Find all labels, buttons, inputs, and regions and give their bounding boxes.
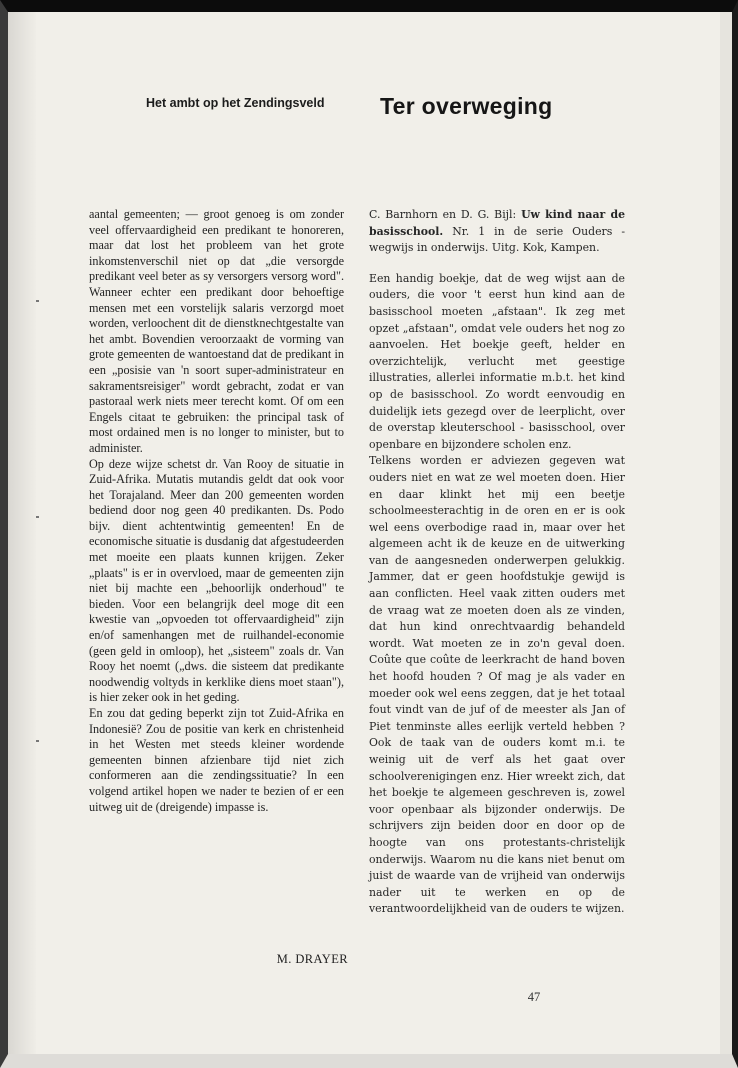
sheet-edge [720, 12, 732, 1054]
paragraph: Een handig boekje, dat de weg wijst aan de ouders, die voor 't eerst hun kind aan de basisschool moeten „afstaan". Ik zeg met opzet „afstaan", omdat vele ouders het nog zo aanvoelen. Het boekje geeft, helder en overzichtelijk, verlucht met geestige illustraties, allerlei informatie m.b.t. het kind op de basisschool. Zo wordt eenvoudig en duidelijk iets gezegd over de leerplicht, over de overstap kleuterschool - basisschool, over openbare en bijzondere scholen enz. [369, 271, 625, 451]
book-publisher: Uitg. Kok, Kampen. [491, 241, 600, 255]
column-title: Ter overweging [380, 93, 553, 119]
book-spine [8, 12, 36, 1054]
margin-mark [36, 740, 39, 742]
paragraph: En zou dat geding beperkt zijn tot Zuid-Afrika en Indonesië? Zou de positie van kerk en christenheid in het Westen met steeds kleiner wordende gemeenten binnen afzienbare tijd niet zich conformeren aan die zendingssituatie? In een volgend artikel hopen we nader te bezien of er een uitweg uit de (dreigende) impasse is. [89, 706, 344, 814]
paragraph: Op deze wijze schetst dr. Van Rooy de situatie in Zuid-Afrika. Mutatis mutandis geldt dat ook voor het Torajaland. Meer dan 200 gemeenten worden bediend door nog geen 40 predikanten. Ds. Podo bijv. dient achtentwintig gemeenten! En de economische situatie is dusdanig dat afgestudeerden met moeite een plaats kunnen krijgen. Zeker „plaats" is er in overvloed, maar de gemeenten zijn niet bij machte een „behoorlijk onderhoud" te bieden. Voor een belangrijk deel moge dit een kwestie van „opvoeden tot offervaardigheid" zijn en/of samenhangen met de ruilhandel-economie (geen geld in omloop), het „sisteem" zoals dr. Van Rooy het noemt („dws. die sisteem dat predikante noodwendig voltyds in kerklike diens moet staan"), is hier zeker ook in het geding. [89, 456, 344, 705]
section-title: Het ambt op het Zendingsveld [146, 96, 325, 110]
margin-mark [36, 300, 39, 302]
book-title: Uw kind naar de basisschool. [369, 208, 625, 238]
right-column [369, 207, 625, 918]
page-number: 47 [527, 990, 541, 1004]
book-series: Nr. 1 in de serie Ouders - wegwijs in onderwijs. [369, 224, 625, 255]
book-authors: C. Barnhorn en D. G. Bijl: [369, 208, 517, 221]
book-citation [369, 207, 625, 257]
author-signature: M. DRAYER [276, 952, 348, 966]
paragraph: Telkens worden er adviezen gegeven wat ouders niet en wat ze wel moeten doen. Hier en daar klinkt het mij een beetje schoolmeesterachtig in de oren en er is ook wel eens overbodige raad in, maar over het algemeen acht ik de keuze en de uitwerking van de aangesneden onderwerpen gelukkig. Jammer, dat er geen hoofdstukje gewijd is aan conflicten. Heel vaak zitten ouders met de vraag wat ze moeten doen als ze vinden, dat hun kind onrechtvaardig behandeld wordt. Wat moeten ze in zo'n geval doen. Coûte que coûte de leerkracht de hand boven het hoofd houden ? Of mag je als vader en moeder ook wel eens zeggen, dat je het totaal fout vindt van de juf of de meester als Jan of Piet tenminste alles eerlijk verteld hebben ? Ook de taak van de ouders komt m.i. te weinig uit de verf als het gaat over schoolverenigingen enz. Hier wreekt zich, dat het boekje te algemeen geschreven is, zowel voor openbaar als bijzonder onderwijs. De schrijvers zijn beiden door en door op de hoogte van ons protestants-christelijk onderwijs. Waarom nu die kans niet benut om juist de waarde van de vrijheid van onderwijs nader uit te werken en op de verantwoordelijkheid van de ouders te wijzen. [369, 454, 625, 916]
margin-mark [36, 516, 39, 518]
paragraph: aantal gemeenten; — groot genoeg is om zonder veel offervaardigheid een predikant te honoreren, maar dat lost het probleem van het grote inkomstenverschil niet op dat „die versorgde predikant veel beter as sy versorgers versorg word". Wanneer echter een predikant door behoeftige mensen met een vorstelijk salaris verzorgd moet worden, verloochent dit de dienstknechtgestalte van het ambt. Bovendien veroorzaakt de vorming van grote gemeenten de wantoestand dat de predikant in een „posisie van 'n soort super-administrateur en sakramentsreisiger" wordt gebracht, zodat er van pastoraal werk niets meer terecht komt. Of om een Engels citaat te gebruiken: the principal task of most ordained men is no longer to minister, but to administer. [89, 207, 344, 455]
left-column [89, 207, 344, 815]
